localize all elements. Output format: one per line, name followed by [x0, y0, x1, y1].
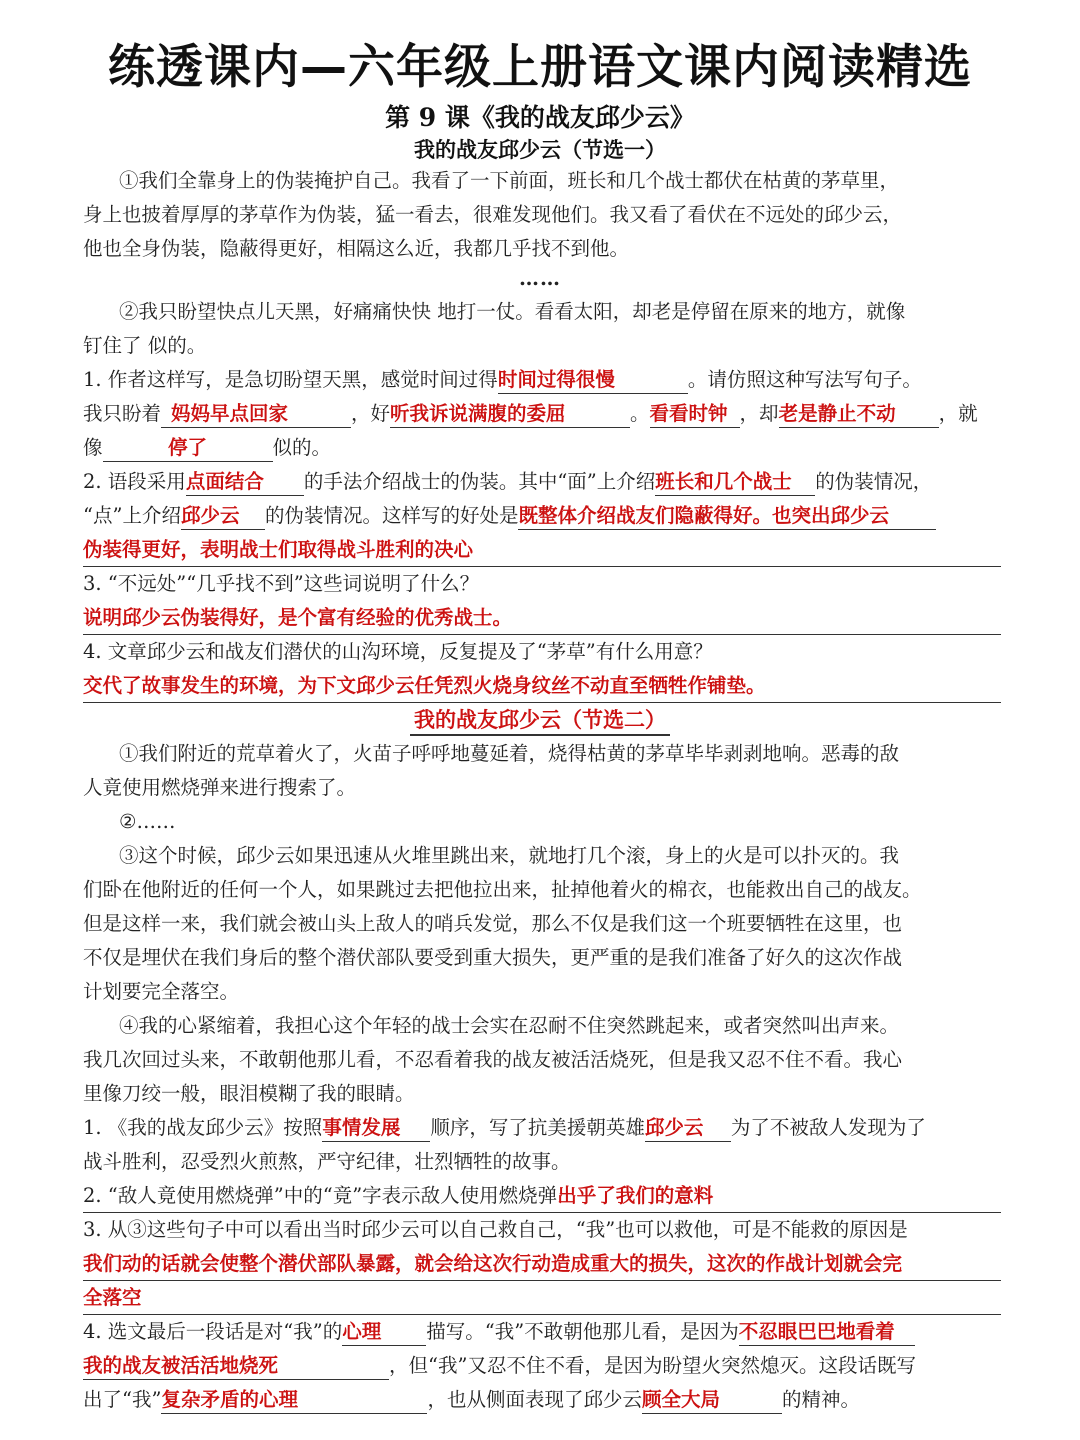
section2-subtitle — [0, 704, 1080, 734]
s1-question3-answer: 说明邱少云伪装得好，是个富有经验的优秀战士。 — [83, 601, 1001, 635]
answer-blank: 看看时钟 — [650, 401, 740, 428]
s1-paragraph1-line3: 他也全身伪装，隐蔽得更好，相隔这么近，我都几乎找不到他。 — [83, 237, 630, 260]
s1-paragraph2-line2: 钉住了 似的。 — [83, 334, 207, 357]
q-text: 。请仿照这种写法写句子。 — [687, 368, 922, 391]
s2-question4-line1 — [83, 1315, 1001, 1349]
section1-subtitle: 我的战友邱少云（节选一） — [414, 137, 666, 162]
s2-paragraph3-line4: 不仅是埋伏在我们身后的整个潜伏部队要受到重大损失，更严重的是我们准备了好久的这次作战 — [83, 946, 903, 969]
q-text: 我只盼着 — [83, 402, 162, 425]
q-text: 描写。“我”不敢朝他那儿看，是因为 — [426, 1320, 739, 1343]
section2-subtitle-text: 我的战友邱少云（节选二） — [410, 707, 670, 736]
q-text: 的伪装情况。这样写的好处是 — [264, 504, 519, 527]
s1-question2-answer-line: 伪装得更好，表明战士们取得战斗胜利的决心 — [83, 533, 1001, 567]
lesson-heading: 第 9 课《我的战友邱少云》 — [385, 103, 695, 132]
s1-ellipsis: …… — [519, 266, 561, 290]
answer-blank: 邱少云 — [181, 503, 265, 530]
s2-paragraph3-line3: 但是这样一来，我们就会被山头上敌人的哨兵发觉，那么不仅是我们这一个班要牺牲在这里，也 — [83, 912, 903, 935]
s2-paragraph1-line1: ①我们附近的荒草着火了，火苗子呼呼地蔓延着，烧得枯黄的茅草毕毕剥剥地响。恶毒的敌 — [119, 742, 900, 765]
answer-blank: 老是静止不动 — [779, 401, 939, 428]
q-text: 。 — [630, 402, 650, 425]
s1-question4: 4. 文章邱少云和战友们潜伏的山沟环境，反复提及了“茅草”有什么用意？ — [83, 640, 713, 663]
q-text: 为了不被敌人发现为了 — [730, 1116, 926, 1139]
s2-question1-line1 — [83, 1111, 1001, 1145]
s2-question3-answer-line2: 全落空 — [83, 1281, 1001, 1315]
q-text: 出了“我” — [83, 1388, 162, 1411]
answer-blank: 停了 — [103, 435, 273, 462]
answer-text: 出乎了我们的意料 — [557, 1184, 714, 1207]
answer-blank: 顾全大局 — [642, 1387, 782, 1414]
q-text: 像 — [83, 436, 103, 459]
q-text: 的手法介绍战士的伪装。其中“面”上介绍 — [303, 470, 656, 493]
s2-question3: 3. 从③这些句子中可以看出当时邱少云可以自己救自己，“我”也可以救他，可是不能救的原因是 — [83, 1218, 908, 1241]
q-text: 2. “敌人竟使用燃烧弹”中的“竟”字表示敌人使用燃烧弹 — [83, 1184, 558, 1207]
q-text: 2. 语段采用 — [83, 470, 186, 493]
q-text: 4. 选文最后一段话是对“我”的 — [83, 1320, 343, 1343]
s1-question1-line3 — [83, 431, 1001, 465]
answer-blank: 邱少云 — [645, 1115, 731, 1142]
s1-question1-line1 — [83, 363, 1001, 397]
answer-blank: 听我诉说满腹的委屈 — [390, 401, 630, 428]
s2-question1-line2: 战斗胜利，忍受烈火煎熬，严守纪律，壮烈牺牲的故事。 — [83, 1150, 571, 1173]
answer-blank: 班长和几个战士 — [655, 469, 815, 496]
q-text: ，但“我”又忍不住不看，是因为盼望火突然熄灭。这段话既写 — [389, 1354, 916, 1377]
s1-question2-line1 — [83, 465, 1001, 499]
answer-blank: 我的战友被活活地烧死 — [83, 1353, 389, 1380]
s2-paragraph4-line3: 里像刀绞一般，眼泪模糊了我的眼睛。 — [83, 1082, 415, 1105]
s2-paragraph3-line1: ③这个时候，邱少云如果迅速从火堆里跳出来，就地打几个滚，身上的火是可以扑灭的。我 — [119, 844, 900, 867]
s1-question2-line2 — [83, 499, 1001, 533]
s2-question2 — [83, 1179, 1001, 1213]
s2-paragraph1-line2: 人竟使用燃烧弹来进行搜索了。 — [83, 776, 357, 799]
answer-blank: 复杂矛盾的心理 — [161, 1387, 427, 1414]
q-text: 顺序，写了抗美援朝英雄 — [430, 1116, 645, 1139]
s1-question3: 3. “不远处”“几乎找不到”这些词说明了什么？ — [83, 572, 480, 595]
s2-paragraph4-line2: 我几次回过头来，不敢朝他那儿看，不忍看着我的战友被活活烧死，但是我又忍不住不看。我心 — [83, 1048, 903, 1071]
answer-blank: 不忍眼巴巴地看着 — [739, 1319, 915, 1346]
s1-paragraph2-line1: ②我只盼望快点儿天黑，好痛痛快快 地打一仗。看看太阳，却老是停留在原来的地方，就像 — [119, 300, 906, 323]
q-text: 1. 作者这样写，是急切盼望天黑，感觉时间过得 — [83, 368, 498, 391]
answer-blank: 点面结合 — [186, 469, 304, 496]
q-text: ，就 — [938, 402, 978, 425]
s2-question4-line3 — [83, 1383, 1001, 1417]
page-title: 练透课内—六年级上册语文课内阅读精选 — [108, 40, 972, 95]
s1-paragraph1-line1: ①我们全靠身上的伪装掩护自己。我看了一下前面，班长和几个战士都伏在枯黄的茅草里， — [119, 169, 900, 192]
answer-blank: 既整体介绍战友们隐蔽得好。也突出邱少云 — [518, 503, 936, 530]
s2-paragraph4-line1: ④我的心紧缩着，我担心这个年轻的战士会实在忍耐不住突然跳起来，或者突然叫出声来。 — [119, 1014, 900, 1037]
q-text: ，好 — [351, 402, 391, 425]
q-text: 的精神。 — [781, 1388, 860, 1411]
s1-question4-answer: 交代了故事发生的环境，为下文邱少云任凭烈火烧身纹丝不动直至牺牲作铺垫。 — [83, 669, 1001, 703]
q-text: 1. 《我的战友邱少云》按照 — [83, 1116, 323, 1139]
answer-blank: 时间过得很慢 — [498, 367, 688, 394]
q-text: ，却 — [739, 402, 779, 425]
s2-paragraph3-line5: 计划要完全落空。 — [83, 980, 240, 1003]
s2-question3-answer-line1: 我们动的话就会使整个潜伏部队暴露，就会给这次行动造成重大的损失，这次的作战计划就会完 — [83, 1247, 1001, 1281]
s2-paragraph2: ②…… — [119, 810, 176, 833]
q-text: 的伪装情况， — [815, 470, 933, 493]
q-text: “点”上介绍 — [83, 504, 181, 527]
answer-blank: 妈妈早点回家 — [161, 401, 351, 428]
s2-question4-line2 — [83, 1349, 1001, 1383]
s2-paragraph3-line2: 们卧在他附近的任何一个人，如果跳过去把他拉出来，扯掉他着火的棉衣，也能救出自己的战友。 — [83, 878, 922, 901]
s1-paragraph1-line2: 身上也披着厚厚的茅草作为伪装，猛一看去，很难发现他们。我又看了看伏在不远处的邱少云， — [83, 203, 903, 226]
q-text: 似的。 — [272, 436, 332, 459]
answer-blank: 事情发展 — [322, 1115, 430, 1142]
answer-blank: 心理 — [342, 1319, 426, 1346]
s1-question1-line2 — [83, 397, 1001, 431]
q-text: ，也从侧面表现了邱少云 — [427, 1388, 642, 1411]
